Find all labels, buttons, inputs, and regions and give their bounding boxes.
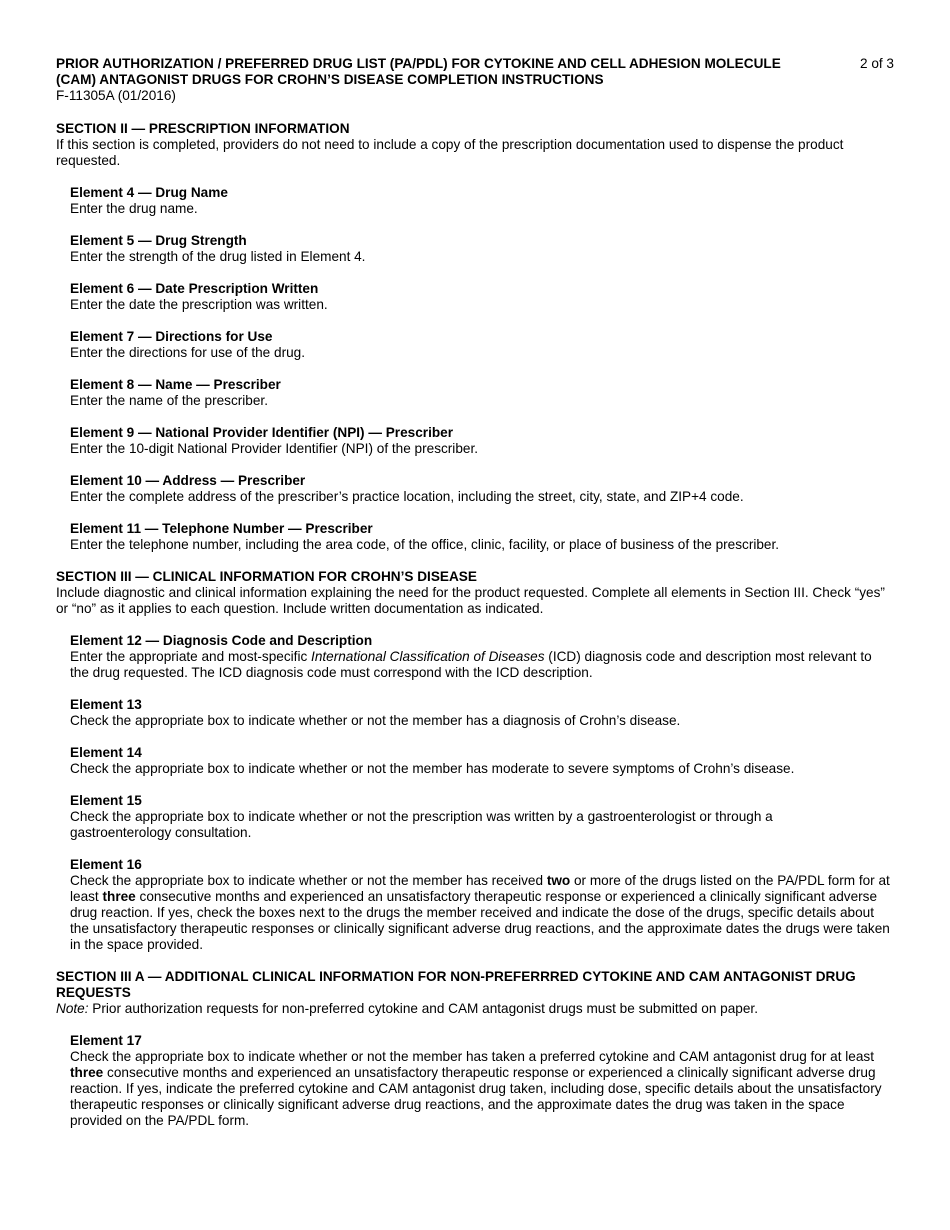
element-body (70, 649, 894, 681)
element-title: Element 9 — National Provider Identifier (NPI) — Prescriber (70, 425, 453, 440)
element-body: Enter the 10-digit National Provider Identifier (NPI) of the prescriber. (70, 441, 479, 456)
section-3a (56, 969, 894, 1129)
body-text: consecutive months and experienced an unsatisfactory therapeutic response or experienced a clinically significant adverse drug reaction. If yes, indicate the preferred cytokine and CAM antagonist drug taken, including dose, specific details about the unsatisfactory therapeutic responses or clinically significant adverse drug reactions, and the approximate dates the drug was taken in the space provided on the PA/PDL form. (70, 1065, 882, 1128)
section-2-description: If this section is completed, providers do not need to include a copy of the prescription documentation used to dispense the product requested. (56, 137, 844, 168)
element-title: Element 6 — Date Prescription Written (70, 281, 319, 296)
element-title: Element 13 (70, 697, 142, 712)
section-3 (56, 569, 894, 953)
body-text: (ICD) diagnosis code and description most relevant to the drug requested. The ICD diagnosis code must correspond with the ICD description. (70, 649, 872, 680)
element-11 (70, 521, 894, 553)
section-2-title: SECTION II — PRESCRIPTION INFORMATION (56, 121, 350, 136)
note-text: Prior authorization requests for non-preferred cytokine and CAM antagonist drugs must be submitted on paper. (88, 1001, 758, 1016)
section-2 (56, 121, 894, 553)
element-7 (70, 329, 894, 361)
element-10 (70, 473, 894, 505)
element-15 (70, 793, 894, 841)
element-17 (70, 1033, 894, 1129)
element-title: Element 7 — Directions for Use (70, 329, 273, 344)
body-text: consecutive months and experienced an unsatisfactory therapeutic response or experienced a clinically significant adverse drug reaction. If yes, check the boxes next to the drugs the member received and indicate the dose of the drugs, specific details about the unsatisfactory therapeutic responses or clinically significant adverse drug reactions, and the approximate dates the drugs were taken in the space provided. (70, 889, 890, 952)
element-6 (70, 281, 894, 313)
element-title: Element 5 — Drug Strength (70, 233, 247, 248)
body-bold: three (102, 889, 136, 904)
body-text: or more of the drugs listed on the PA/PDL form for at least (70, 873, 890, 904)
section-3a-title: SECTION III A — ADDITIONAL CLINICAL INFORMATION FOR NON-PREFERRRED CYTOKINE AND CAM ANTAGONIST DRUG REQUESTS (56, 969, 856, 1000)
form-id: F-11305A (01/2016) (56, 88, 176, 103)
element-title: Element 17 (70, 1033, 142, 1048)
page-number: 2 of 3 (859, 56, 894, 71)
note-label: Note: (56, 1001, 89, 1016)
document-header (56, 56, 894, 104)
element-8 (70, 377, 894, 409)
element-title: Element 14 (70, 745, 142, 760)
element-body: Enter the drug name. (70, 201, 198, 216)
body-text: Check the appropriate box to indicate whether or not the member has received (70, 873, 547, 888)
body-text: Enter the appropriate and most-specific (70, 649, 312, 664)
element-14 (70, 745, 894, 777)
section-3-title: SECTION III — CLINICAL INFORMATION FOR CROHN’S DISEASE (56, 569, 477, 584)
element-12 (70, 633, 894, 681)
element-body: Enter the name of the prescriber. (70, 393, 268, 408)
element-9 (70, 425, 894, 457)
element-title: Element 8 — Name — Prescriber (70, 377, 281, 392)
element-title: Element 15 (70, 793, 142, 808)
body-italic: International Classification of Diseases (311, 649, 545, 664)
element-body: Enter the complete address of the prescriber’s practice location, including the street, city, state, and ZIP+4 code. (70, 489, 744, 504)
element-body: Enter the directions for use of the drug. (70, 345, 306, 360)
element-5 (70, 233, 894, 265)
element-body: Enter the strength of the drug listed in Element 4. (70, 249, 366, 264)
element-4 (70, 185, 894, 217)
body-bold: two (546, 873, 571, 888)
element-title: Element 4 — Drug Name (70, 185, 228, 200)
element-body: Check the appropriate box to indicate whether or not the member has moderate to severe symptoms of Crohn’s disease. (70, 761, 795, 776)
element-title: Element 12 — Diagnosis Code and Description (70, 633, 373, 648)
element-body (70, 1049, 894, 1129)
element-title: Element 16 (70, 857, 142, 872)
element-body (70, 873, 894, 953)
element-16 (70, 857, 894, 953)
section-3-description: Include diagnostic and clinical information explaining the need for the product requested. Complete all elements in Section III. Check “yes” or “no” as it applies to each question. Include written documentation as indicated. (56, 585, 885, 616)
element-body: Enter the date the prescription was written. (70, 297, 328, 312)
element-body: Check the appropriate box to indicate whether or not the member has a diagnosis of Crohn’s disease. (70, 713, 681, 728)
element-13 (70, 697, 894, 729)
section-3a-note (56, 1001, 894, 1017)
element-body: Enter the telephone number, including the area code, of the office, clinic, facility, or place of business of the prescriber. (70, 537, 780, 552)
body-bold: three (70, 1065, 104, 1080)
element-title: Element 10 — Address — Prescriber (70, 473, 306, 488)
element-body: Check the appropriate box to indicate whether or not the prescription was written by a gastroenterologist or through a gastroenterology consultation. (70, 809, 773, 840)
element-title: Element 11 — Telephone Number — Prescriber (70, 521, 373, 536)
document-title: PRIOR AUTHORIZATION / PREFERRED DRUG LIST (PA/PDL) FOR CYTOKINE AND CELL ADHESION MOLECULE (CAM) ANTAGONIST DRUGS FOR CROHN’S DISEASE COMPLETION INSTRUCTIONS (56, 56, 781, 87)
body-text: Check the appropriate box to indicate whether or not the member has taken a preferred cytokine and CAM antagonist drug for at least (70, 1049, 874, 1064)
